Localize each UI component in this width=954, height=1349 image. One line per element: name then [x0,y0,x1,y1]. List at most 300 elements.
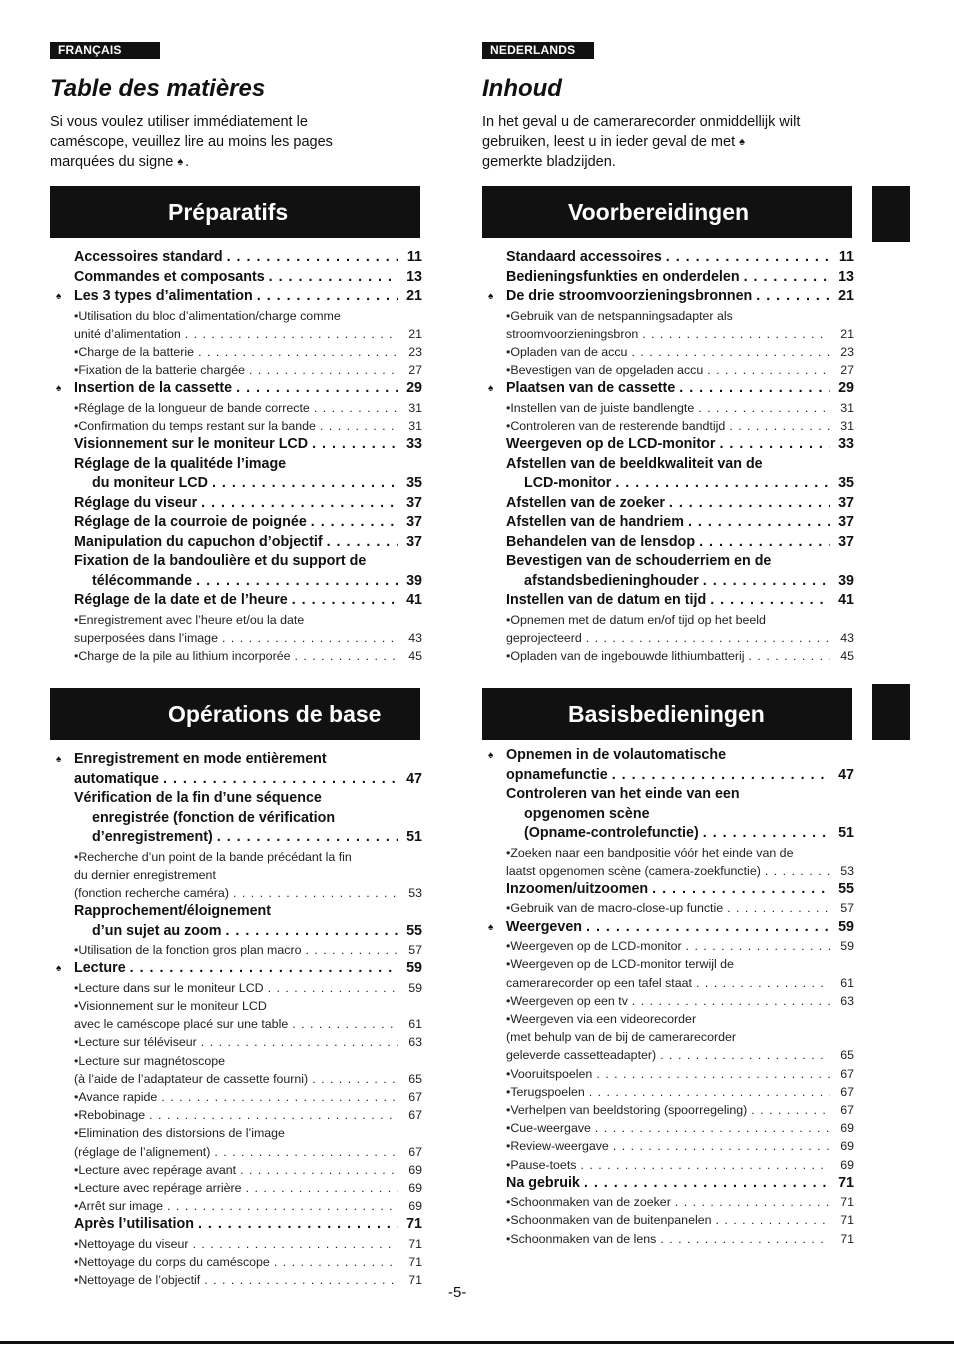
toc-subentry [482,611,854,629]
toc-entry [50,455,422,475]
dot-leader [595,1119,830,1137]
entry-page: 27 [408,363,422,378]
toc-entry [482,785,854,805]
toc-entry [50,828,422,848]
toc-title-french: Table des matières [50,75,266,102]
entry-page: 35 [838,475,854,492]
toc-entry [50,789,422,809]
intro-french [50,112,390,172]
entry-title: (réglage de l’alignement) [74,1144,211,1159]
entry-page: 45 [840,649,854,664]
entry-page: 71 [408,1255,422,1270]
entry-title: geleverde cassetteadapter) [506,1048,657,1063]
entry-title: •Cue-weergave [506,1121,591,1136]
spade-icon: ♠ [56,963,62,975]
entry-page: 69 [408,1162,422,1177]
dot-leader [198,1215,398,1235]
entry-page: 71 [408,1273,422,1288]
toc-entry [482,474,854,494]
entry-page: 43 [840,630,854,645]
dot-leader [185,325,398,343]
dot-leader [642,325,830,343]
toc-entry [482,513,854,533]
entry-title: unité d’alimentation [74,326,181,341]
entry-title: •Gebruik van de macro-close-up functie [506,901,724,916]
dot-leader [716,1211,831,1229]
toc-entry [50,959,422,979]
entry-title: •Bevestigen van de opgeladen accu [506,363,704,378]
entry-page: 59 [406,960,422,977]
entry-title: •Review-weergave [506,1139,609,1154]
toc-entry [482,268,854,288]
entry-title: •Zoeken naar een bandpositie vóór het einde van de [506,845,794,860]
toc-subentry [50,1070,422,1088]
entry-title: •Lecture sur magnétoscope [74,1053,226,1068]
dot-leader [686,937,830,955]
dot-leader [669,494,830,514]
entry-title: Vérification de la fin d’une séquence [74,790,322,806]
dot-leader [688,513,830,533]
toc-subentry [482,992,854,1010]
entry-title: •Utilisation du bloc d’alimentation/charge comme [74,308,341,323]
toc-subentry [50,1253,422,1271]
dot-leader [675,1193,830,1211]
entry-page: 67 [840,1102,854,1117]
section-banner-voorbereidingen: Voorbereidingen [482,186,852,238]
entry-page: 71 [408,1236,422,1251]
entry-page: 33 [838,436,854,453]
entry-page: 69 [408,1181,422,1196]
entry-page: 37 [838,533,854,550]
intro-dutch [482,112,822,172]
entry-page: 51 [406,829,422,845]
entry-page: 33 [406,436,422,453]
entry-page: 47 [406,770,422,787]
toc-subentry [482,1119,854,1137]
entry-title: •Instellen van de juiste bandlengte [506,400,695,415]
section-banner-operations: Opérations de base [50,688,420,740]
entry-title: Plaatsen van de cassette [506,380,676,397]
dot-leader [756,287,830,307]
entry-title: Afstellen van de zoeker [506,494,665,511]
dot-leader [269,268,398,288]
dot-leader [586,918,830,938]
dot-leader [292,1015,398,1033]
entry-page: 21 [408,326,422,341]
dot-leader [163,770,398,790]
entry-title: Fixation de la bandoulière et du support de [74,553,367,570]
entry-title: opgenomen scène [524,805,650,822]
entry-page: 47 [838,766,854,783]
dot-leader [249,361,398,379]
spade-icon: ♠ [488,921,494,933]
toc-entry [482,248,854,268]
toc-list [50,248,422,665]
entry-page: 13 [406,268,422,285]
toc-subentry [50,1161,422,1179]
entry-title: Rapprochement/éloignement [74,903,272,920]
entry-page: 35 [406,475,422,492]
entry-title: •Pause-toets [506,1157,577,1172]
entry-title: stroomvoorzieningsbron [506,326,639,341]
entry-title: superposées dans l’image [74,630,218,645]
toc-subentry [482,844,854,862]
toc-subentry [482,1193,854,1211]
entry-title: •Gebruik van de netspanningsadapter als [506,308,733,323]
entry-title: •Confirmation du temps restant sur la bande [74,419,316,434]
toc-entry [482,766,854,786]
entry-title: Réglage de la courroie de poignée [74,514,307,531]
entry-page: 23 [408,344,422,359]
entry-page: 29 [406,380,422,397]
entry-page: 37 [406,514,422,531]
entry-page: 69 [840,1139,854,1154]
spade-icon: ♠ [488,383,494,395]
entry-page: 69 [408,1199,422,1214]
entry-title: camerarecorder op een tafel staat [506,975,692,990]
entry-title: •Weergeven op een tv [506,993,628,1008]
dot-leader [660,1230,830,1248]
entry-title: Insertion de la cassette [74,380,233,397]
language-tag-dutch: NEDERLANDS [482,42,594,59]
entry-page: 67 [408,1108,422,1123]
toc-subentry [482,862,854,880]
entry-page: 21 [840,326,854,341]
dot-leader [311,513,398,533]
toc-subentry [50,1052,422,1070]
dot-leader [729,417,830,435]
entry-page: 51 [838,825,854,841]
toc-subentry [482,1046,854,1064]
entry-title: •Visionnement sur le moniteur LCD [74,999,267,1014]
entry-page: 65 [408,1071,422,1086]
toc-subentry [50,307,422,325]
dot-leader [696,974,830,992]
dot-leader [615,474,830,494]
entry-title: Instellen van de datum en tijd [506,592,707,609]
side-index-tab [872,684,910,740]
dot-leader [710,591,830,611]
toc-entry [482,435,854,455]
entry-title: •Lecture avec repérage avant [74,1162,237,1177]
toc-subentry [50,611,422,629]
dot-leader [149,1106,398,1124]
entry-title: •Opnemen met de datum en/of tijd op het beeld [506,612,766,627]
dot-leader [225,922,398,942]
entry-title: •Schoonmaken van de buitenpanelen [506,1213,712,1228]
toc-subentry [50,941,422,959]
entry-page: 41 [406,592,422,609]
toc-subentry [50,399,422,417]
toc-subentry [50,1088,422,1106]
toc-entry [482,533,854,553]
entry-page: 59 [408,980,422,995]
entry-page: 23 [840,344,854,359]
toc-subentry [482,399,854,417]
dot-leader [227,248,398,268]
toc-entry [50,750,422,770]
intro-text: gebruiken, leest u in ieder geval de met [482,134,736,150]
spade-icon: ♠ [56,291,62,302]
dot-leader [201,1033,398,1051]
entry-title: •Controleren van de resterende bandtijd [506,419,726,434]
entry-title: LCD-monitor [524,475,612,492]
entry-title: Réglage de la qualitéde l’image [74,455,287,472]
toc-entry [50,922,422,942]
dot-leader [612,766,830,786]
toc-entry [482,805,854,825]
entry-title: (met behulp van de bij de camerarecorder [506,1030,737,1045]
entry-page: 65 [840,1048,854,1063]
dot-leader [765,862,830,880]
dot-leader [751,1101,830,1119]
toc-entry [50,902,422,922]
entry-title: geprojecteerd [506,630,582,645]
toc-subentry [482,899,854,917]
dot-leader [586,629,830,647]
toc-subentry [482,1211,854,1229]
dot-leader [161,1088,398,1106]
entry-page: 37 [838,514,854,531]
toc-subentry [50,1143,422,1161]
entry-page: 57 [840,901,854,916]
toc-entry [482,918,854,938]
section-banner-preparatifs: Préparatifs [50,186,420,238]
entry-title: •Avance rapide [74,1090,158,1105]
toc-entry [50,268,422,288]
intro-line: In het geval u de camerarecorder onmiddellijk wilt [482,114,801,130]
entry-page: 21 [838,288,854,304]
entry-title: •Charge de la pile au lithium incorporée [74,649,291,664]
entry-title: Après l’utilisation [74,1216,194,1233]
dot-leader [217,828,398,848]
entry-title: •Nettoyage de l’objectif [74,1273,201,1288]
entry-page: 31 [840,400,854,415]
entry-title: •Nettoyage du viseur [74,1236,189,1251]
toc-entry [50,770,422,790]
entry-title: •Arrêt sur image [74,1199,164,1214]
toc-subentry [482,974,854,992]
dot-leader [652,880,830,900]
dot-leader [727,899,830,917]
toc-subentry [50,1197,422,1215]
entry-title: Behandelen van de lensdop [506,533,696,550]
entry-title: laatst opgenomen scène (camera-zoekfunctie) [506,863,761,878]
toc-title-dutch: Inhoud [482,75,562,102]
toc-subentry [482,343,854,361]
intro-line: Si vous voulez utiliser immédiatement le [50,114,308,130]
entry-title: du moniteur LCD [92,475,208,492]
entry-title: •Fixation de la batterie chargée [74,363,246,378]
toc-subentry [482,1230,854,1248]
entry-title: •Rebobinage [74,1108,146,1123]
toc-subentry [482,361,854,379]
language-tag-french: FRANÇAIS [50,42,160,59]
entry-title: •Elimination des distorsions de l’image [74,1126,285,1141]
entry-page: 11 [406,249,422,265]
toc-entry [482,455,854,475]
toc-subentry [482,1101,854,1119]
entry-title: Réglage du viseur [74,494,198,511]
toc-entry [482,379,854,399]
dot-leader [294,647,398,665]
dot-leader [698,399,830,417]
entry-title: (fonction recherche caméra) [74,885,229,900]
dot-leader [679,379,830,399]
entry-title: Afstellen van de beeldkwaliteit van de [506,455,763,472]
entry-page: 67 [840,1084,854,1099]
entry-title: Visionnement sur le moniteur LCD [74,436,309,453]
entry-page: 41 [838,592,854,609]
entry-title: •Opladen van de accu [506,344,628,359]
entry-title: Manipulation du capuchon d’objectif [74,533,323,550]
toc-subentry [482,1065,854,1083]
entry-title: •Opladen van de ingebouwde lithiumbatterij [506,649,745,664]
entry-title: d’enregistrement) [92,829,213,845]
toc-subentry [50,1124,422,1142]
toc-subentry [50,1033,422,1051]
entry-page: 59 [838,918,854,935]
toc-subentry [482,1137,854,1155]
entry-title: •Recherche d’un point de la bande précédant la fin [74,849,352,864]
entry-page: 43 [408,630,422,645]
dot-leader [196,572,398,592]
toc-entry [50,1215,422,1235]
dot-leader [204,1271,398,1289]
entry-title: Afstellen van de handriem [506,514,684,531]
spade-icon: ♠ [739,136,745,148]
dot-leader [212,474,398,494]
entry-title: Bedieningsfunkties en onderdelen [506,268,740,285]
toc-subentry [482,1156,854,1174]
toc-entry [50,287,422,307]
spade-icon: ♠ [488,750,494,761]
entry-page: 13 [838,268,854,285]
toc-subentry [50,1179,422,1197]
entry-title: •Enregistrement avec l’heure et/ou la date [74,612,305,627]
entry-title: Enregistrement en mode entièrement [74,751,327,767]
toc-subentry [482,955,854,973]
toc-entry [50,591,422,611]
entry-page: 69 [840,1121,854,1136]
entry-title: •Charge de la batterie [74,344,195,359]
entry-title: opnamefunctie [506,766,608,783]
dot-leader [201,494,398,514]
entry-page: 67 [408,1090,422,1105]
entry-title: •Schoonmaken van de lens [506,1231,657,1246]
dot-leader [660,1046,830,1064]
dot-leader [130,959,398,979]
toc-list [482,248,854,665]
dot-leader [699,533,830,553]
entry-title: •Lecture dans sur le moniteur LCD [74,980,264,995]
dot-leader [312,435,398,455]
side-index-tab [872,186,910,242]
entry-page: 31 [408,419,422,434]
toc-entry [482,880,854,900]
entry-title: avec le caméscope placé sur une table [74,1017,289,1032]
dot-leader [584,1174,830,1194]
entry-page: 57 [408,943,422,958]
entry-title: Réglage de la date et de l’heure [74,592,288,609]
entry-title: •Weergeven via een videorecorder [506,1011,697,1026]
toc-subentry [482,647,854,665]
toc-subentry [50,979,422,997]
dot-leader [292,591,398,611]
toc-subentry [482,1028,854,1046]
dot-leader [246,1179,398,1197]
entry-page: 67 [408,1144,422,1159]
entry-page: 37 [406,533,422,550]
entry-title: •Schoonmaken van de zoeker [506,1195,671,1210]
toc-entry [50,513,422,533]
entry-page: 31 [408,400,422,415]
entry-page: 37 [406,494,422,511]
toc-entry [482,824,854,844]
toc-subentry [50,1235,422,1253]
entry-page: 31 [840,419,854,434]
section-banner-basisbedieningen: Basisbedieningen [482,688,852,740]
entry-title: De drie stroomvoorzieningsbronnen [506,288,753,304]
entry-title: •Lecture sur téléviseur [74,1035,197,1050]
dot-leader [257,287,398,307]
toc-subentry [50,647,422,665]
bottom-rule [0,1341,954,1344]
entry-title: Controleren van het einde van een [506,786,740,802]
entry-title: enregistrée (fonction de vérification [92,809,336,826]
entry-page: 11 [838,249,854,265]
entry-title: Les 3 types d’alimentation [74,288,253,304]
entry-title: •Weergeven op de LCD-monitor [506,939,682,954]
entry-page: 27 [840,363,854,378]
toc-subentry [50,343,422,361]
entry-title: Inzoomen/uitzoomen [506,880,649,897]
dot-leader [240,1161,398,1179]
toc-entry [482,287,854,307]
toc-entry [50,572,422,592]
entry-page: 71 [406,1216,422,1233]
entry-title: du dernier enregistrement [74,867,216,882]
dot-leader [744,268,830,288]
dot-leader [236,379,398,399]
toc-subentry [50,1015,422,1033]
dot-leader [233,884,398,902]
spade-icon: ♠ [56,383,62,395]
spade-icon: ♠ [56,754,62,765]
entry-title: (à l’aide de l’adaptateur de cassette fourni) [74,1071,309,1086]
toc-entry [482,746,854,766]
entry-title: •Terugspoelen [506,1084,585,1099]
entry-page: 55 [838,880,854,897]
toc-entry [50,379,422,399]
intro-text: . [185,154,190,170]
entry-title: •Lecture avec repérage arrière [74,1181,242,1196]
dot-leader [632,992,830,1010]
dot-leader [268,979,398,997]
dot-leader [596,1065,830,1083]
toc-entry [482,572,854,592]
dot-leader [312,1070,398,1088]
toc-entry [482,552,854,572]
intro-line [482,132,822,152]
entry-title: •Nettoyage du corps du caméscope [74,1255,270,1270]
entry-page: 63 [840,993,854,1008]
page-number: -5- [448,1284,467,1301]
dot-leader [193,1235,398,1253]
dot-leader [666,248,830,268]
toc-subentry [50,848,422,866]
toc-subentry [50,417,422,435]
